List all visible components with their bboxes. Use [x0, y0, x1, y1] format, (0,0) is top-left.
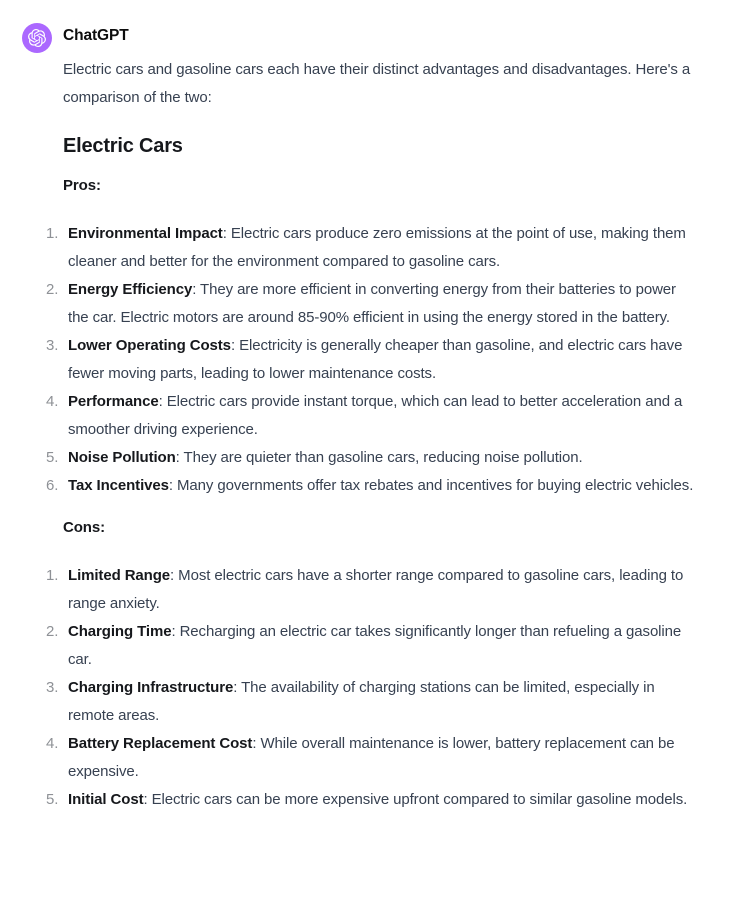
list-item-term: Environmental Impact — [68, 225, 223, 242]
list-item-desc: : They are quieter than gasoline cars, reducing noise pollution. — [175, 449, 583, 466]
list-item-term: Battery Replacement Cost — [68, 735, 253, 752]
message-content — [63, 22, 700, 828]
list-item-term: Lower Operating Costs — [68, 337, 231, 354]
cons-label: Cons: — [63, 519, 105, 536]
list-item-desc: : Most electric cars have a shorter range compared to gasoline cars, leading to range anxiety. — [68, 567, 684, 612]
list-item-term: Noise Pollution — [68, 449, 176, 466]
list-item-desc: : Electric cars provide instant torque, which can lead to better acceleration and a smoother driving experience. — [68, 393, 683, 438]
pros-list — [63, 220, 700, 500]
list-item — [68, 444, 700, 472]
list-item-term: Initial Cost — [68, 791, 144, 808]
list-item — [68, 618, 700, 674]
list-item — [68, 674, 700, 730]
list-item-term: Energy Efficiency — [68, 281, 193, 298]
list-item — [68, 220, 700, 276]
list-item-term: Limited Range — [68, 567, 171, 584]
list-item-desc: : Electric cars produce zero emissions at the point of use, making them cleaner and better for the environment compared to gasoline cars. — [68, 225, 686, 270]
list-item-desc: : Electricity is generally cheaper than gasoline, and electric cars have fewer moving parts, leading to lower maintenance costs. — [68, 337, 683, 382]
list-item-desc: : The availability of charging stations can be limited, especially in remote areas. — [68, 679, 655, 724]
list-item — [68, 472, 700, 500]
list-item-term: Performance — [68, 393, 159, 410]
list-item-desc: : Electric cars can be more expensive upfront compared to similar gasoline models. — [143, 791, 688, 808]
list-item-desc: : Recharging an electric car takes significantly longer than refueling a gasoline car. — [68, 623, 682, 668]
list-item — [68, 562, 700, 618]
list-item-desc: : While overall maintenance is lower, battery replacement can be expensive. — [68, 735, 675, 780]
pros-label: Pros: — [63, 177, 101, 194]
list-item — [68, 730, 700, 786]
list-item — [68, 786, 700, 814]
list-item — [68, 276, 700, 332]
list-item-desc: : Many governments offer tax rebates and incentives for buying electric vehicles. — [168, 477, 694, 494]
list-item-desc: : They are more efficient in converting energy from their batteries to power the car. Electric motors are around 85-90% efficient in using the energy stored in the battery. — [68, 281, 676, 326]
list-item — [68, 388, 700, 444]
list-item-term: Charging Time — [68, 623, 172, 640]
list-item-term: Charging Infrastructure — [68, 679, 234, 696]
sender-name: ChatGPT — [63, 27, 129, 44]
openai-logo-icon — [28, 29, 46, 47]
section-heading: Electric Cars — [63, 135, 183, 157]
list-item-term: Tax Incentives — [68, 477, 169, 494]
cons-list — [63, 562, 700, 814]
intro-paragraph: Electric cars and gasoline cars each have their distinct advantages and disadvantages. Here's a comparison of the two: — [63, 61, 691, 106]
list-item — [68, 332, 700, 388]
chatgpt-avatar — [22, 23, 52, 53]
